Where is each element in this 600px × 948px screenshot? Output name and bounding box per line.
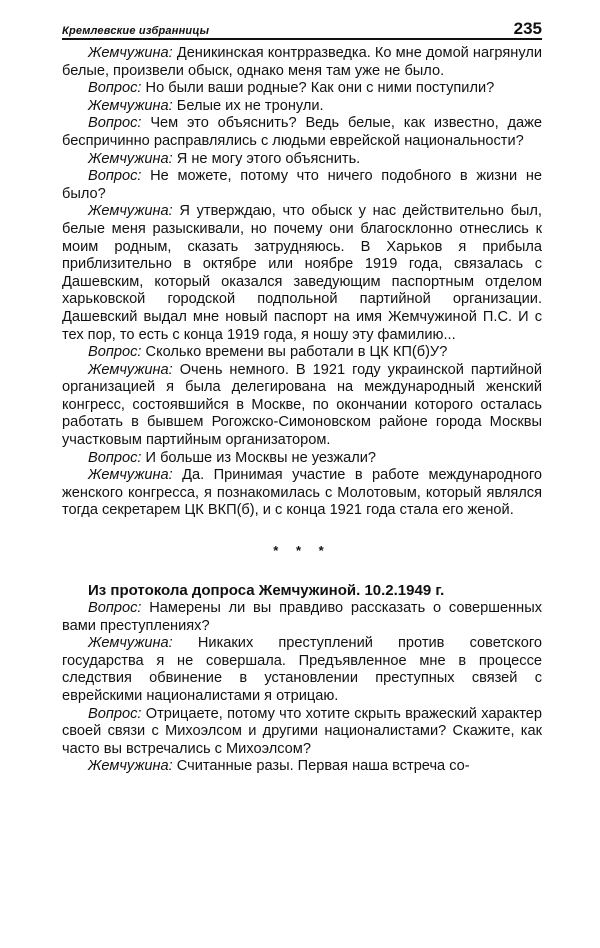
dialogue-text: Я утверждаю, что обыск у нас действительно был, белые меня разыскивали, но почему они благосклонно отнеслись к моим родным, сказать затрудняюсь. В Харьков я прибыла приблизительно в октябре или ноябре 1919 года, связалась с Дашевским, который оказался заведующим паспортным отделом харьковской городской подпольной партийной организации. Дашевский выдал мне новый паспорт на имя Жемчужиной П.С. И с тех пор, то есть с конца 1919 года, я ношу эту фамилию... (62, 203, 542, 343)
dialogue-text: И больше из Москвы не уезжали? (145, 449, 377, 466)
page-number: 235 (513, 19, 542, 38)
dialogue-paragraph (62, 344, 542, 362)
speaker-label: Жемчужина: (88, 97, 173, 114)
speaker-label: Вопрос: (88, 600, 142, 617)
dialogue-text: Никаких преступлений против советского государства я не совершала. Предъявленное мне в процессе следствия обвинение в установлении преступных связей с еврейскими националистами я отрицаю. (62, 635, 542, 704)
running-title: Кремлевские избранницы (62, 25, 210, 37)
section-heading: Из протокола допроса Жемчужиной. 10.2.1949 г. (88, 582, 445, 600)
speaker-label: Жемчужина: (88, 361, 173, 378)
dialogue-paragraph (62, 467, 542, 520)
speaker-label: Жемчужина: (88, 635, 173, 652)
dialogue-paragraph (62, 45, 542, 80)
dialogue-text: Да. Принимая участие в работе международного женского конгресса, я познакомилась с Молотовым, который являлся тогда секретарем ЦК ВКП(б), и с конца 1921 года стала его женой. (62, 467, 542, 519)
section-separator: * * * (273, 543, 331, 559)
speaker-label: Жемчужина: (88, 203, 173, 220)
dialogue-paragraph (62, 450, 542, 468)
dialogue-paragraph (62, 600, 542, 635)
dialogue-text: Отрицаете, потому что хотите скрыть вражеский характер своей связи с Михоэлсом и другими националистами? Скажите, как часто вы встречались с Михоэлсом? (62, 705, 542, 757)
speaker-label: Вопрос: (88, 168, 142, 185)
speaker-label: Жемчужина: (88, 45, 173, 61)
dialogue-text: Не можете, потому что ничего подобного в жизни не было? (62, 168, 542, 202)
speaker-label: Вопрос: (88, 115, 142, 132)
dialogue-paragraph (62, 98, 542, 116)
speaker-label: Вопрос: (88, 344, 142, 361)
speaker-label: Вопрос: (88, 449, 142, 466)
speaker-label: Жемчужина: (88, 758, 173, 775)
page-header (62, 20, 542, 40)
interrogation-transcript-part-1 (62, 45, 542, 520)
dialogue-text: Белые их не тронули. (176, 97, 324, 114)
dialogue-text: Сколько времени вы работали в ЦК КП(б)У? (145, 344, 448, 361)
speaker-label: Жемчужина: (88, 467, 173, 484)
dialogue-paragraph (62, 151, 542, 169)
dialogue-text: Считанные разы. Первая наша встреча со- (176, 758, 470, 775)
dialogue-paragraph (62, 706, 542, 759)
dialogue-paragraph (62, 758, 542, 776)
dialogue-paragraph (62, 203, 542, 344)
dialogue-paragraph (62, 115, 542, 150)
dialogue-paragraph (62, 80, 542, 98)
dialogue-text: Я не могу этого объяснить. (176, 150, 361, 167)
interrogation-transcript-part-2 (62, 600, 542, 776)
speaker-label: Жемчужина: (88, 150, 173, 167)
dialogue-text: Деникинская контрразведка. Ко мне домой нагрянули белые, произвели обыск, однако меня там уже не было. (62, 45, 542, 79)
dialogue-paragraph (62, 362, 542, 450)
dialogue-paragraph (62, 168, 542, 203)
speaker-label: Вопрос: (88, 705, 142, 722)
dialogue-text: Чем это объяснить? Ведь белые, как известно, даже беспричинно расправлялись с людьми еврейской национальности? (62, 115, 542, 149)
dialogue-paragraph (62, 635, 542, 705)
dialogue-text: Очень немного. В 1921 году украинской партийной организацией я была делегирована на международный женский конгресс, состоявшийся в Москве, по окончании которого осталась работать в бывшем Рогожско-Симоновском районе города Москвы участковым партийным организатором. (62, 361, 542, 449)
speaker-label: Вопрос: (88, 80, 142, 97)
dialogue-text: Намерены ли вы правдиво рассказать о совершенных вами преступлениях? (62, 600, 542, 634)
dialogue-text: Но были ваши родные? Как они с ними поступили? (145, 80, 495, 97)
